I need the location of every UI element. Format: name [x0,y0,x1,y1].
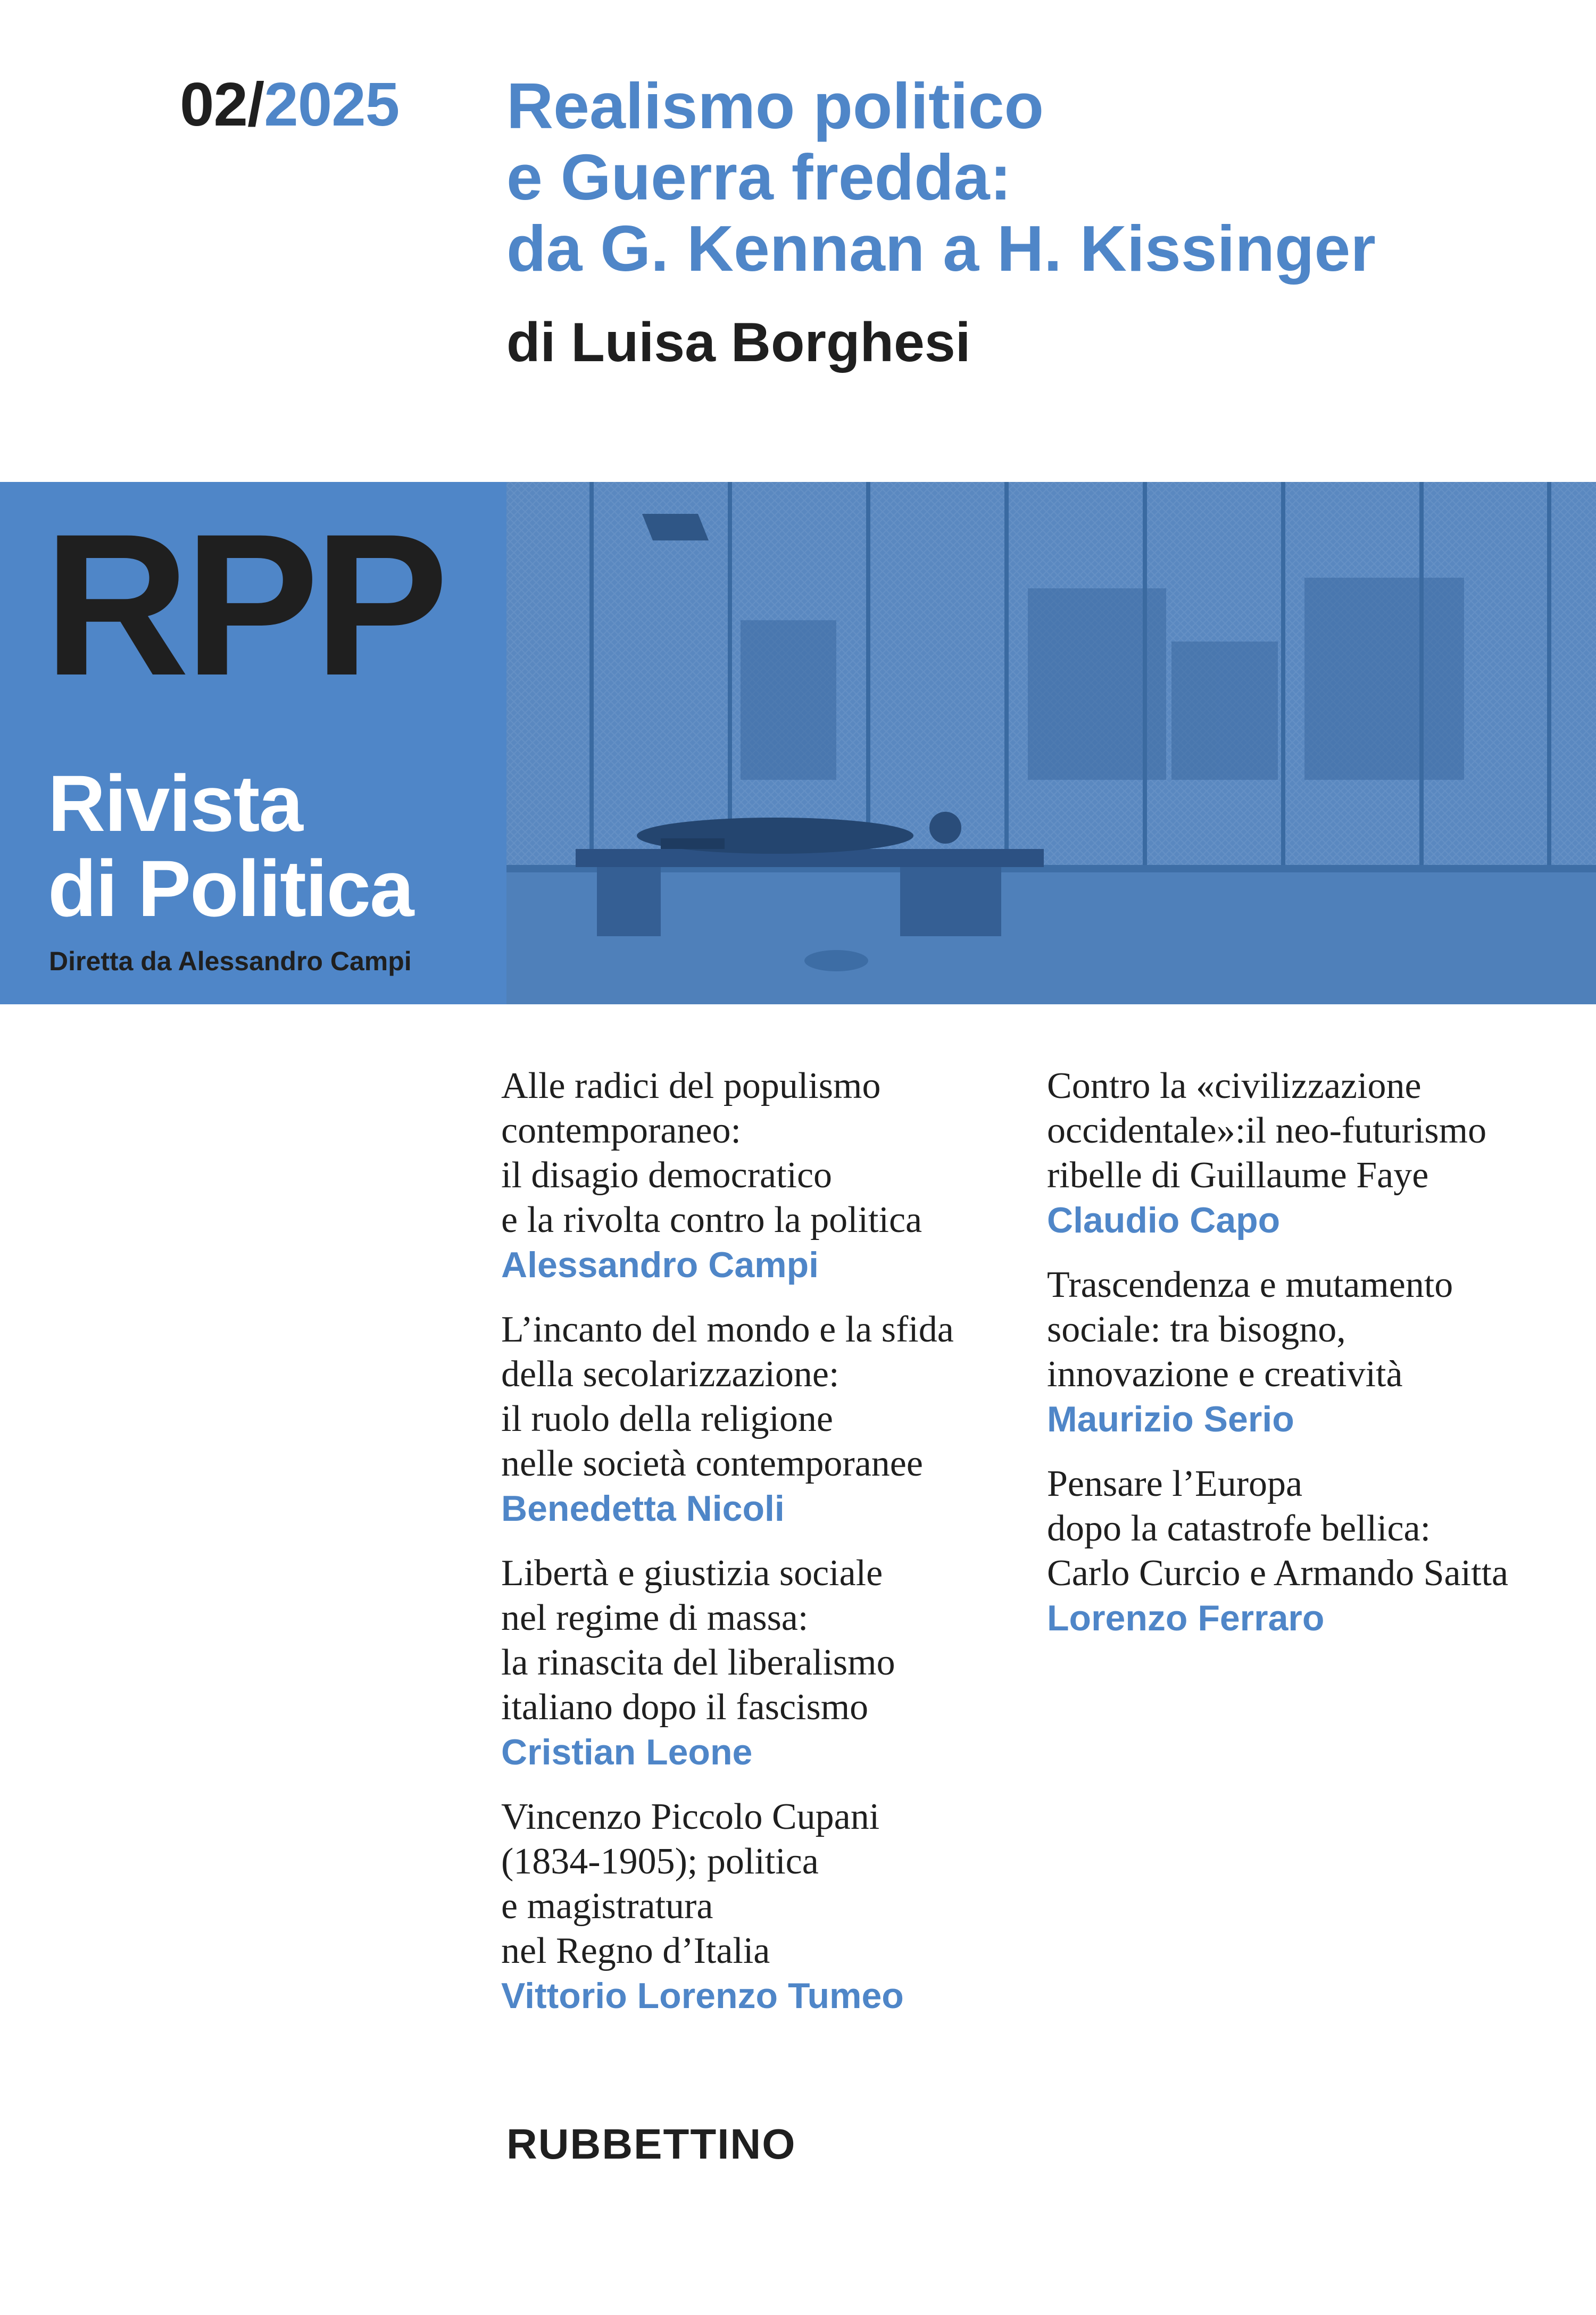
toc-author: Cristian Leone [501,1732,753,1772]
toc-right-column [1047,1064,1579,1661]
toc-author: Alessandro Campi [501,1245,819,1285]
rpp-logo [44,504,480,685]
toc-title-line: nel regime di massa: [501,1597,809,1638]
toc-entry [1047,1462,1579,1641]
publisher-logo: RUBBETTINO [506,2120,796,2168]
toc-title-line: e magistratura [501,1886,713,1927]
toc-title-line: nelle società contemporanee [501,1443,923,1484]
toc-title-line: la rinascita del liberalismo [501,1642,895,1683]
issue-number [180,70,400,139]
toc-author: Lorenzo Ferraro [1047,1598,1325,1638]
toc-title-line: innovazione e creatività [1047,1354,1403,1395]
toc-title-line: (1834-1905); politica [501,1841,819,1882]
toc-title-line: sociale: tra bisogno, [1047,1309,1346,1350]
toc-author: Maurizio Serio [1047,1399,1294,1439]
toc-author: Vittorio Lorenzo Tumeo [501,1976,904,2016]
toc-author: Benedetta Nicoli [501,1488,785,1529]
toc-title-line: e la rivolta contro la politica [501,1200,922,1240]
toc-title-line: L’incanto del mondo e la sfida [501,1309,954,1350]
issue-year: 2025 [264,70,400,139]
journal-director: Diretta da Alessandro Campi [49,946,412,976]
toc-title-line: Trascendenza e mutamento [1047,1264,1453,1305]
journal-title [48,761,413,931]
toc-title-line: italiano dopo il fascismo [501,1687,869,1728]
toc-title-line: Vincenzo Piccolo Cupani [501,1796,880,1837]
toc-title-line: Contro la «civilizzazione [1047,1065,1422,1106]
issue-num: 02/ [180,70,264,139]
journal-title-line: di Politica [48,844,413,933]
toc-title-line: Libertà e giustizia sociale [501,1553,883,1594]
toc-entry [501,1795,1001,2018]
toc-author: Claudio Capo [1047,1200,1281,1240]
toc-entry [1047,1064,1579,1243]
toc-title-line: nel Regno d’Italia [501,1930,770,1971]
toc-left-column [501,1064,1001,2038]
cover-headline [506,70,1570,284]
toc-entry [501,1064,1001,1287]
toc-title-line: contemporaneo: [501,1110,741,1151]
rpp-logo-r: RPP [44,504,444,685]
toc-title-line: il disagio democratico [501,1155,833,1196]
headline-byline: di Luisa Borghesi [506,312,971,373]
toc-entry [501,1308,1001,1531]
headline-line: da G. Kennan a H. Kissinger [506,212,1376,285]
toc-title-line: dopo la catastrofe bellica: [1047,1508,1431,1549]
headline-line: e Guerra fredda: [506,141,1012,213]
headline-line: Realismo politico [506,70,1044,142]
toc-title-line: Carlo Curcio e Armando Saitta [1047,1553,1509,1594]
toc-title-line: occidentale»:il neo-futurismo [1047,1110,1487,1151]
toc-title-line: della secolarizzazione: [501,1354,839,1395]
cover-photo [506,482,1596,1004]
toc-entry [1047,1263,1579,1442]
toc-title-line: Pensare l’Europa [1047,1463,1303,1504]
toc-title-line: il ruolo della religione [501,1398,833,1439]
toc-title-line: ribelle di Guillaume Faye [1047,1155,1429,1196]
rpp-logo-mark [44,504,480,685]
journal-title-line: Rivista [48,759,302,848]
photo-man-sleeping-on-bench-icon [506,482,1596,1004]
toc-title-line: Alle radici del populismo [501,1065,881,1106]
toc-entry [501,1551,1001,1775]
